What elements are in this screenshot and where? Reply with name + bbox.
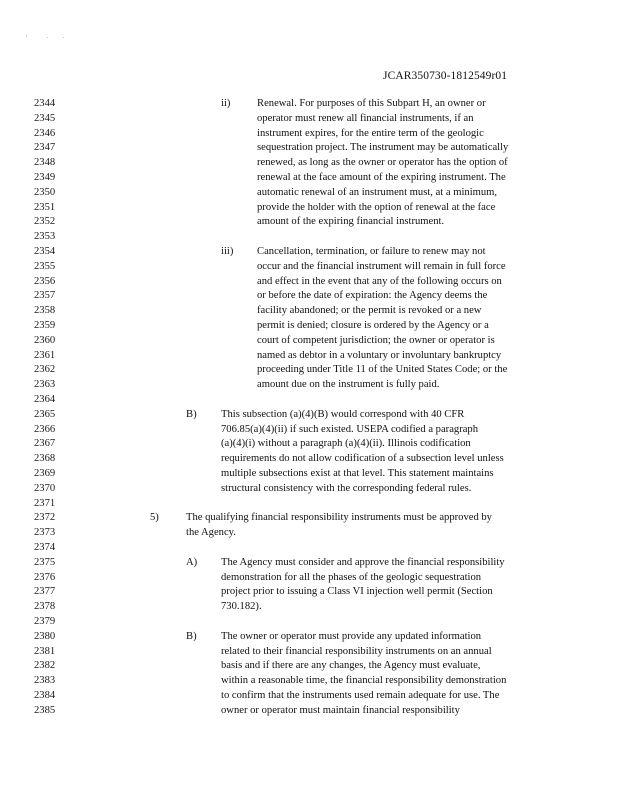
line-number: 2363 — [34, 379, 56, 391]
text-line: Renewal. For purposes of this Subpart H, an owner or — [257, 98, 486, 109]
text-line: court of competent jurisdiction; the owner or operator is — [257, 334, 495, 346]
line-number: 2373 — [34, 527, 56, 539]
text-line: The owner or operator must provide any updated information — [221, 630, 482, 642]
item-marker: B) — [186, 408, 197, 420]
text-line: within a reasonable time, the financial responsibility demonstration — [221, 675, 507, 687]
line-number: 2365 — [34, 408, 56, 420]
text-line: to confirm that the instruments used remain adequate for use. The — [221, 690, 500, 701]
line-number: 2364 — [34, 394, 56, 405]
item-marker: 5) — [150, 512, 159, 524]
document-id: JCAR350730-1812549r01 — [383, 70, 508, 82]
text-line: renewal at the face amount of the expiring instrument. The — [257, 172, 506, 183]
text-line: Cancellation, termination, or failure to renew may not — [257, 246, 486, 257]
line-number: 2346 — [34, 127, 56, 139]
line-number: 2350 — [34, 186, 56, 198]
text-line: operator must renew all financial instruments, if an — [257, 112, 474, 124]
text-line: structural consistency with the corresponding federal rules. — [221, 482, 472, 494]
line-number: 2361 — [34, 349, 56, 361]
text-line: basis and if there are any changes, the Agency must evaluate, — [221, 660, 481, 672]
line-number: 2352 — [34, 216, 56, 228]
text-line: facility abandoned; or the permit is revoked or a new — [257, 305, 482, 317]
text-line: requirements do not allow codification of a subsection level unless — [221, 453, 504, 465]
text-line: renewed, as long as the owner or operator has the option of — [257, 157, 508, 169]
line-number: 2374 — [34, 542, 56, 553]
scan-speck: ' — [26, 34, 28, 42]
line-number: 2357 — [34, 290, 56, 302]
scan-speck: · — [62, 34, 65, 42]
text-line: or before the date of expiration: the Agency deems the — [257, 290, 488, 302]
text-line: 706.85(a)(4)(ii) if such existed. USEPA codified a paragraph — [221, 423, 479, 435]
line-number: 2360 — [34, 334, 56, 346]
line-number: 2355 — [34, 260, 56, 272]
line-number: 2380 — [34, 630, 56, 642]
text-line: related to their financial responsibility instruments on an annual — [221, 645, 492, 657]
line-number: 2372 — [34, 512, 56, 524]
line-number: 2358 — [34, 305, 56, 317]
line-number: 2369 — [34, 468, 56, 479]
line-number: 2384 — [34, 690, 56, 701]
text-line: demonstration for all the phases of the geologic sequestration — [221, 571, 482, 583]
line-number: 2368 — [34, 453, 56, 465]
text-line: named as debtor in a voluntary or involuntary bankruptcy — [257, 349, 502, 361]
item-marker: iii) — [221, 246, 234, 257]
item-marker: B) — [186, 630, 197, 642]
line-number: 2351 — [34, 201, 56, 213]
text-line: proceeding under Title 11 of the United States Code; or the — [257, 364, 508, 376]
line-number: 2362 — [34, 364, 56, 376]
line-number: 2375 — [34, 556, 56, 568]
line-number: 2379 — [34, 616, 56, 627]
line-number: 2345 — [34, 112, 56, 124]
line-number: 2382 — [34, 660, 56, 672]
line-number: 2366 — [34, 423, 56, 435]
line-number: 2367 — [34, 438, 56, 450]
line-number: 2370 — [34, 482, 56, 494]
text-line: multiple subsections exist at that level. This statement maintains — [221, 468, 494, 479]
text-line: The Agency must consider and approve the financial responsibility — [221, 556, 505, 568]
line-number: 2377 — [34, 586, 56, 598]
text-line: project prior to issuing a Class VI injection well permit (Section — [221, 586, 493, 598]
line-number: 2376 — [34, 571, 56, 583]
line-number: 2378 — [34, 601, 56, 613]
item-marker: ii) — [221, 98, 231, 109]
line-number: 2348 — [34, 157, 56, 169]
text-line: owner or operator must maintain financial responsibility — [221, 704, 460, 716]
line-number: 2353 — [34, 231, 56, 243]
line-number: 2347 — [34, 142, 56, 154]
text-line: This subsection (a)(4)(B) would correspond with 40 CFR — [221, 408, 465, 420]
text-line: occur and the financial instrument will remain in full force — [257, 260, 506, 272]
line-number: 2354 — [34, 246, 56, 257]
item-marker: A) — [186, 556, 198, 568]
line-number: 2385 — [34, 704, 56, 716]
text-line: sequestration project. The instrument may be automatically — [257, 142, 509, 154]
text-line: 730.182). — [221, 601, 262, 613]
text-line: instrument expires, for the entire term of the geologic — [257, 127, 484, 139]
line-number: 2349 — [34, 172, 56, 183]
text-line: (a)(4)(i) without a paragraph (a)(4)(ii). Illinois codification — [221, 438, 471, 450]
text-line: amount due on the instrument is fully paid. — [257, 379, 440, 391]
scan-speck: · — [46, 34, 49, 42]
line-number: 2381 — [34, 645, 56, 657]
line-number: 2371 — [34, 497, 56, 509]
text-line: provide the holder with the option of renewal at the face — [257, 201, 496, 213]
text-line: amount of the expiring financial instrument. — [257, 216, 445, 228]
text-line: permit is denied; closure is ordered by the Agency or a — [257, 320, 489, 331]
text-line: The qualifying financial responsibility instruments must be approved by — [186, 512, 492, 524]
text-line: and effect in the event that any of the following occurs on — [257, 275, 502, 287]
text-line: the Agency. — [186, 527, 236, 539]
line-number: 2344 — [34, 98, 56, 109]
line-number: 2383 — [34, 675, 56, 687]
line-number: 2359 — [34, 320, 56, 331]
line-number: 2356 — [34, 275, 56, 287]
text-line: automatic renewal of an instrument must, at a minimum, — [257, 186, 498, 198]
